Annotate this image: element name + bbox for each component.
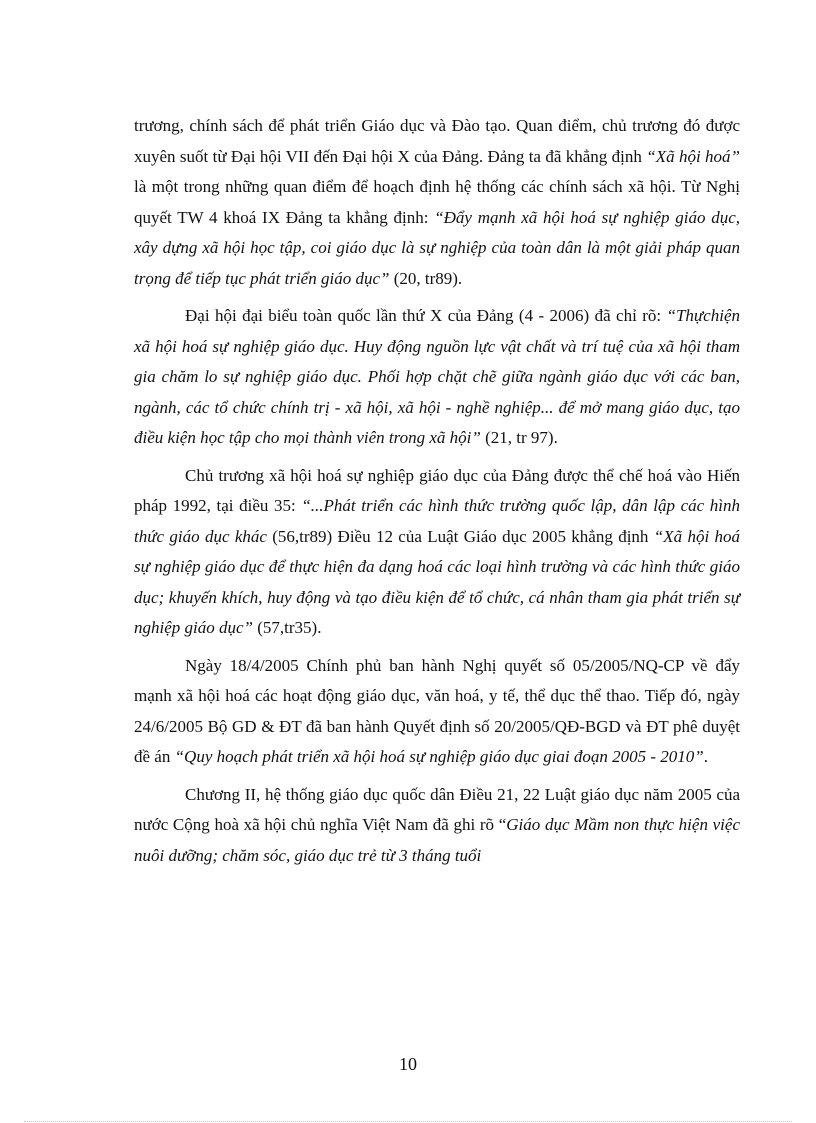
paragraph-4-segment: “Quy hoạch phát triển xã hội hoá sự nghiệp giáo dục giai đoạn 2005 - 2010” <box>174 747 704 766</box>
paragraph-2-segment: “Thựchiện xã hội hoá sự nghiệp giáo dục. Huy động nguồn lực vật chất và trí tuệ của xã hội tham gia chăm lo sự nghiệp giáo dục. Phối hợp chặt chẽ giữa ngành giáo dục với các ban, ngành, các tổ chức chính trị - xã hội, xã hội - nghề nghiệp... để mở mang giáo dục, tạo điều kiện học tập cho mọi thành viên trong xã hội” <box>134 306 740 447</box>
page-number: 10 <box>399 1054 417 1074</box>
paragraph-5-segment: Chương II, hệ thống giáo dục quốc dân Điều 21, 22 Luật giáo dục năm 2005 của nước Cộng hoà xã hội chủ nghĩa Việt Nam đã ghi rõ “ <box>134 784 740 834</box>
paragraph-4-segment: Ngày 18/4/2005 Chính phủ ban hành Nghị quyết số 05/2005/NQ-CP về đẩy mạnh xã hội hoá các hoạt động giáo dục, văn hoá, y tế, thể dục thể thao. Tiếp đó, ngày 24/6/2005 Bộ GD & ĐT đã ban hành Quyết định số 20/2005/QĐ-BGD và ĐT phê duyệt đề án <box>134 655 740 766</box>
paragraph-5 <box>134 780 740 872</box>
paragraph-1-segment: (20, tr89). <box>389 268 463 288</box>
paragraph-1-segment: “Xã hội hoá” <box>646 146 740 166</box>
paragraph-1-segment: “Đẩy mạnh xã hội hoá sự nghiệp giáo dục, xây dựng xã hội học tập, coi giáo dục là sự nghiệp của toàn dân là một giải pháp quan trọng để tiếp tục phát triển giáo dục” <box>134 207 740 288</box>
paragraph-3 <box>134 461 740 644</box>
paragraph-3-segment: “Xã hội hoá sự nghiệp giáo dục để thực hiện đa dạng hoá các loại hình trường và các hình thức giáo dục; khuyến khích, huy động và tạo điều kiện để tổ chức, cá nhân tham gia phát triển sự nghiệp giáo dục” <box>134 526 741 637</box>
paragraph-1-segment: là một trong những quan điểm để hoạch định hệ thống các chính sách xã hội. Từ Nghị quyết TW 4 khoá IX Đảng ta khẳng định: <box>134 177 740 227</box>
paragraph-4-segment: . <box>703 747 709 766</box>
paragraph-2-segment: (21, tr 97). <box>480 428 558 447</box>
paragraph-3-segment: (56,tr89) Điều 12 của Luật Giáo dục 2005 khẳng định <box>266 526 654 546</box>
paragraph-2-segment: Đại hội đại biểu toàn quốc lần thứ X của Đảng (4 - 2006) đã chỉ rõ: <box>185 306 667 325</box>
paragraph-3-segment: (57,tr35). <box>253 618 322 637</box>
paragraph-3-segment: Chủ trương xã hội hoá sự nghiệp giáo dục của Đảng được thể chế hoá vào Hiến pháp 1992, tại điều 35: <box>134 465 740 515</box>
paragraph-1 <box>134 111 740 294</box>
paragraph-1-segment: trương, chính sách để phát triển Giáo dục và Đào tạo. Quan điểm, chủ trương đó được xuyên suốt từ Đại hội VII đến Đại hội X của Đảng. Đảng ta đã khẳng định <box>134 116 740 166</box>
paragraph-3-segment: “...Phát triển các hình thức trường quốc lập, dân lập các hình thức giáo dục khác <box>134 496 740 546</box>
paragraph-2 <box>134 301 740 454</box>
page-bottom-divider <box>24 1121 792 1122</box>
document-body <box>134 111 740 871</box>
paragraph-5-segment: Giáo dục Mầm non thực hiện việc nuôi dưỡng; chăm sóc, giáo dục trẻ từ 3 tháng tuổi <box>134 815 740 865</box>
paragraph-4 <box>134 651 740 773</box>
